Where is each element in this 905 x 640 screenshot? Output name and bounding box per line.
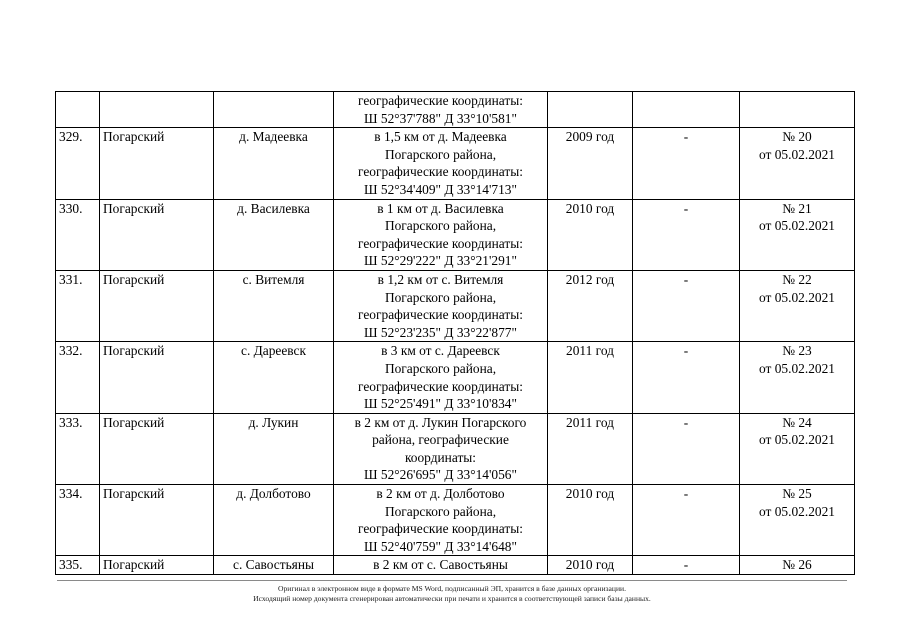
- doc-line: от 05.02.2021: [759, 360, 835, 376]
- location-line: координаты:: [404, 449, 477, 465]
- location-line: Погарского района,: [384, 218, 497, 234]
- doc-line: от 05.02.2021: [759, 289, 835, 305]
- doc-line: № 25: [782, 486, 812, 502]
- location-line: в 1 км от д. Василевка: [377, 200, 504, 216]
- location-line: географические координаты:: [358, 378, 523, 394]
- cell-doc: [740, 270, 855, 341]
- cell-settlement: д. Долботово: [214, 485, 334, 556]
- registry-table: [55, 91, 855, 575]
- cell-extra: [633, 92, 740, 128]
- table-row: [56, 128, 855, 199]
- cell-district: Погарский: [100, 342, 214, 413]
- cell-doc: [740, 128, 855, 199]
- cell-doc: [740, 413, 855, 484]
- cell-location: [334, 128, 548, 199]
- location-line: района, географические: [372, 432, 509, 448]
- table-row: [56, 199, 855, 270]
- doc-line: от 05.02.2021: [759, 218, 835, 234]
- cell-doc: [740, 485, 855, 556]
- cell-location: [334, 270, 548, 341]
- cell-num: 333.: [56, 413, 100, 484]
- location-line: в 3 км от с. Дареевск: [381, 343, 500, 359]
- location-line: географические координаты:: [358, 235, 523, 251]
- cell-settlement: д. Мадеевка: [214, 128, 334, 199]
- cell-settlement: д. Лукин: [214, 413, 334, 484]
- cell-extra: -: [633, 342, 740, 413]
- location-line: Ш 52°25'491" Д 33°10'834": [364, 396, 517, 412]
- location-line: Ш 52°23'235" Д 33°22'877": [364, 324, 517, 340]
- cell-doc: [740, 199, 855, 270]
- cell-num: 330.: [56, 199, 100, 270]
- cell-year: 2011 год: [548, 342, 633, 413]
- cell-year: 2011 год: [548, 413, 633, 484]
- cell-num: 331.: [56, 270, 100, 341]
- cell-settlement: [214, 92, 334, 128]
- cell-extra: -: [633, 270, 740, 341]
- location-line: географические координаты:: [358, 93, 523, 108]
- doc-line: № 22: [782, 271, 812, 287]
- cell-year: 2010 год: [548, 485, 633, 556]
- table-row: [56, 342, 855, 413]
- doc-line: № 23: [782, 343, 812, 359]
- location-line: в 1,5 км от д. Мадеевка: [374, 129, 507, 145]
- table-row: [56, 413, 855, 484]
- cell-location: [334, 92, 548, 128]
- location-line: географические координаты:: [358, 307, 523, 323]
- location-line: Погарского района,: [384, 503, 497, 519]
- doc-line: № 26: [782, 557, 812, 573]
- doc-line: от 05.02.2021: [759, 432, 835, 448]
- location-line: Ш 52°29'222" Д 33°21'291": [364, 253, 517, 269]
- cell-location: [334, 199, 548, 270]
- cell-year: 2010 год: [548, 199, 633, 270]
- cell-num: 335.: [56, 556, 100, 575]
- cell-num: [56, 92, 100, 128]
- footer-divider: [57, 580, 847, 581]
- doc-line: № 24: [782, 414, 812, 430]
- cell-extra: -: [633, 199, 740, 270]
- cell-extra: -: [633, 485, 740, 556]
- table-row: [56, 270, 855, 341]
- location-line: в 2 км от д. Лукин Погарского: [354, 414, 527, 430]
- doc-line: № 21: [782, 200, 812, 216]
- page-footer: [57, 584, 847, 604]
- doc-line: от 05.02.2021: [759, 146, 835, 162]
- location-line: Погарского района,: [384, 360, 497, 376]
- location-line: в 2 км от д. Долботово: [376, 486, 505, 502]
- cell-year: 2010 год: [548, 556, 633, 575]
- cell-district: Погарский: [100, 485, 214, 556]
- cell-num: 329.: [56, 128, 100, 199]
- location-line: Ш 52°34'409" Д 33°14'713": [364, 181, 517, 197]
- cell-district: Погарский: [100, 270, 214, 341]
- cell-year: 2012 год: [548, 270, 633, 341]
- cell-location: [334, 413, 548, 484]
- cell-district: Погарский: [100, 199, 214, 270]
- cell-settlement: д. Василевка: [214, 199, 334, 270]
- cell-district: [100, 92, 214, 128]
- cell-doc: [740, 342, 855, 413]
- cell-num: 332.: [56, 342, 100, 413]
- footer-line-1: Оригинал в электронном виде в формате MS Word, подписанный ЭП, хранится в базе данных организации.: [278, 584, 626, 593]
- cell-extra: -: [633, 556, 740, 575]
- cell-doc: [740, 92, 855, 128]
- cell-district: Погарский: [100, 413, 214, 484]
- location-line: Ш 52°40'759" Д 33°14'648": [364, 538, 517, 554]
- cell-settlement: с. Савостьяны: [214, 556, 334, 575]
- location-line: Погарского района,: [384, 289, 497, 305]
- location-line: Погарского района,: [384, 146, 497, 162]
- cell-doc: [740, 556, 855, 575]
- cell-settlement: с. Витемля: [214, 270, 334, 341]
- location-line: в 2 км от с. Савостьяны: [373, 557, 508, 573]
- location-line: в 1,2 км от с. Витемля: [377, 271, 504, 287]
- cell-settlement: с. Дареевск: [214, 342, 334, 413]
- cell-district: Погарский: [100, 556, 214, 575]
- location-line: географические координаты:: [358, 164, 523, 180]
- doc-line: от 05.02.2021: [759, 503, 835, 519]
- table-row-continued: [56, 92, 855, 128]
- table-row: [56, 485, 855, 556]
- cell-extra: -: [633, 413, 740, 484]
- doc-line: № 20: [782, 129, 812, 145]
- cell-location: [334, 556, 548, 575]
- location-line: географические координаты:: [358, 521, 523, 537]
- table-row: [56, 556, 855, 575]
- footer-line-2: Исходящий номер документа сгенерирован автоматически при печати и хранится в соответствующей записи базы данных.: [253, 594, 651, 603]
- cell-location: [334, 485, 548, 556]
- location-line: Ш 52°37'788" Д 33°10'581": [364, 110, 517, 126]
- cell-year: 2009 год: [548, 128, 633, 199]
- cell-district: Погарский: [100, 128, 214, 199]
- cell-num: 334.: [56, 485, 100, 556]
- cell-extra: -: [633, 128, 740, 199]
- cell-location: [334, 342, 548, 413]
- cell-year: [548, 92, 633, 128]
- location-line: Ш 52°26'695" Д 33°14'056": [364, 467, 517, 483]
